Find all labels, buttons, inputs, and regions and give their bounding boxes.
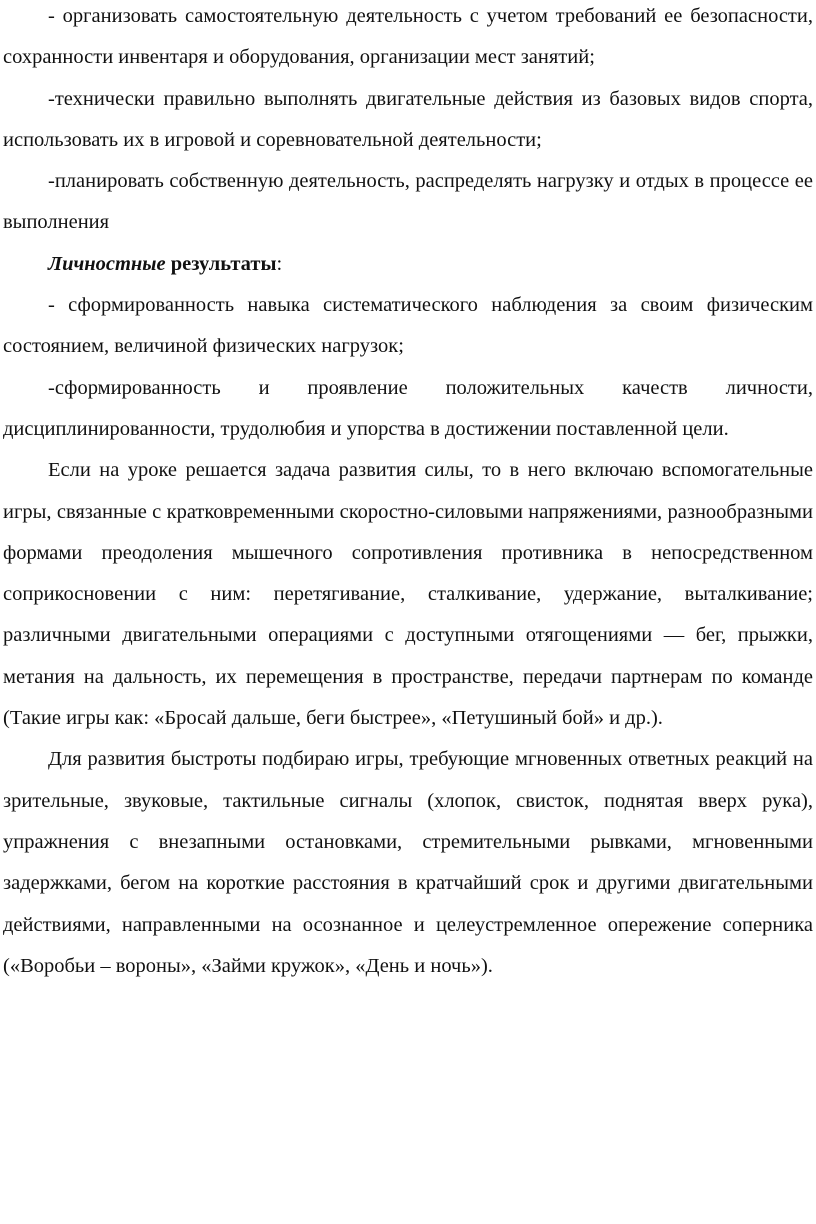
paragraph-strength-games: Если на уроке решается задача развития силы, то в него включаю вспомогательные игры, связанные с кратковременными скоростно-силовыми напряжениями, разнообразными формами преодоления мышечного сопротивления противника в непосредственном соприкосновении с ним: перетягивание, сталкивание, удержание, выталкивание; различными двигательными операциями с доступными отягощениями — бег, прыжки, метания на дальность, их перемещения в пространстве, передачи партнерам по команде (Такие игры как: «Бросай дальше, беги быстрее», «Петушиный бой» и др.).: [3, 459, 813, 730]
paragraph-organize-activity: - организовать самостоятельную деятельность с учетом требований ее безопасности, сохранности инвентаря и оборудования, организации мест занятий;: [3, 5, 813, 69]
heading-bold-word: результаты: [170, 252, 277, 275]
paragraph-personal-qualities: -сформированность и проявление положительных качеств личности, дисциплинированности, трудолюбия и упорства в достижении поставленной цели.: [3, 376, 813, 440]
paragraph-speed-games: Для развития быстроты подбираю игры, требующие мгновенных ответных реакций на зрительные, звуковые, тактильные сигналы (хлопок, свисток, поднятая вверх рука), упражнения с внезапными остановками, стремительными рывками, мгновенными задержками, бегом на короткие расстояния в кратчайший срок и другими двигательными действиями, направленными на осознанное и целеустремленное опережение соперника («Воробьи – вороны», «Займи кружок», «День и ночь»).: [3, 748, 813, 977]
heading-colon: :: [276, 252, 283, 275]
personal-results-heading: [3, 244, 813, 285]
paragraph-technical-actions: -технически правильно выполнять двигательные действия из базовых видов спорта, использовать их в игровой и соревновательной деятельности;: [3, 87, 813, 151]
heading-italic-word: Личностные: [48, 252, 166, 275]
paragraph-plan-activity: -планировать собственную деятельность, распределять нагрузку и отдых в процессе ее выполнения: [3, 170, 813, 234]
paragraph-self-observation: - сформированность навыка систематического наблюдения за своим физическим состоянием, величиной физических нагрузок;: [3, 294, 813, 358]
